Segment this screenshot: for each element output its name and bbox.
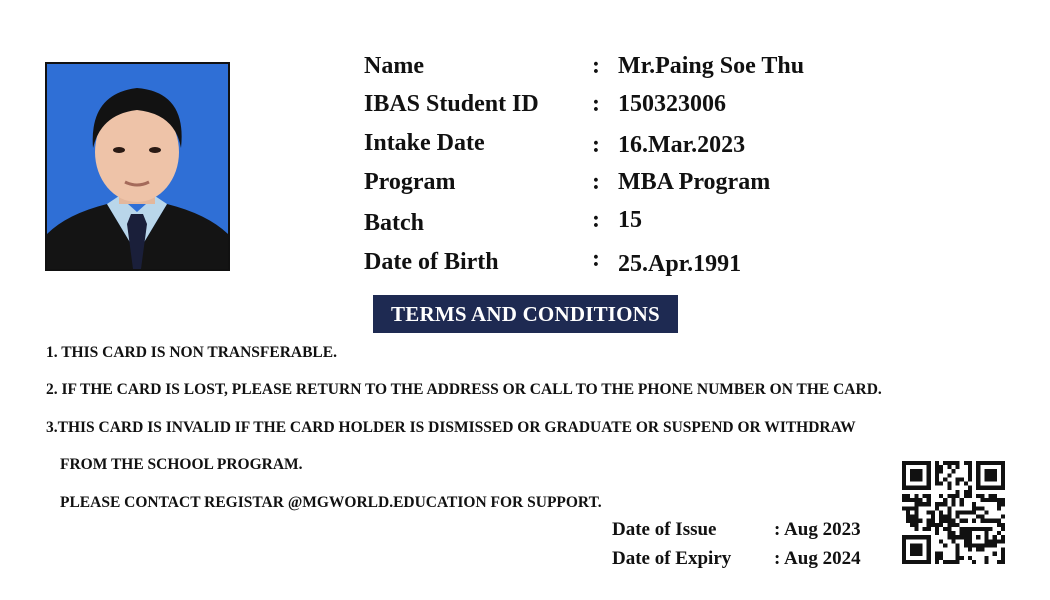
field-row-student-id bbox=[364, 87, 864, 121]
qr-code-icon bbox=[902, 461, 1005, 564]
date-of-expiry-label: Date of Expiry bbox=[612, 548, 732, 569]
field-colon: : bbox=[592, 91, 600, 117]
field-row-batch bbox=[364, 206, 864, 240]
term-item: 1. THIS CARD IS NON TRANSFERABLE. bbox=[46, 344, 337, 361]
field-label: Intake Date bbox=[364, 130, 485, 156]
field-colon: : bbox=[592, 132, 600, 158]
portrait-image bbox=[47, 64, 228, 269]
student-photo bbox=[45, 62, 230, 271]
terms-heading: TERMS AND CONDITIONS bbox=[373, 295, 678, 333]
field-label: Date of Birth bbox=[364, 249, 499, 275]
field-label: Program bbox=[364, 169, 456, 195]
date-of-expiry-row bbox=[612, 547, 892, 571]
field-row-program bbox=[364, 165, 864, 199]
date-of-issue-value: : Aug 2023 bbox=[774, 519, 861, 540]
field-value: 15 bbox=[618, 207, 642, 233]
term-item: 2. IF THE CARD IS LOST, PLEASE RETURN TO THE ADDRESS OR CALL TO THE PHONE NUMBER ON THE CARD. bbox=[46, 381, 882, 398]
field-row-intake-date bbox=[364, 126, 864, 160]
field-value: MBA Program bbox=[618, 169, 771, 195]
field-label: Batch bbox=[364, 210, 424, 236]
field-colon: : bbox=[592, 207, 600, 233]
field-value: Mr.Paing Soe Thu bbox=[618, 53, 805, 79]
field-colon: : bbox=[592, 53, 600, 79]
date-of-expiry-value: : Aug 2024 bbox=[774, 548, 861, 569]
field-value: 16.Mar.2023 bbox=[618, 132, 746, 158]
term-item: PLEASE CONTACT REGISTAR @MGWORLD.EDUCATION FOR SUPPORT. bbox=[60, 494, 602, 511]
term-item: 3.THIS CARD IS INVALID IF THE CARD HOLDER IS DISMISSED OR GRADUATE OR SUSPEND OR WITHDRAW bbox=[46, 419, 856, 436]
field-row-date-of-birth bbox=[364, 245, 864, 279]
field-colon: : bbox=[592, 246, 600, 272]
date-of-issue-label: Date of Issue bbox=[612, 519, 717, 540]
field-label: Name bbox=[364, 53, 424, 79]
field-value: 150323006 bbox=[618, 91, 726, 117]
field-row-name bbox=[364, 49, 864, 83]
field-label: IBAS Student ID bbox=[364, 91, 539, 117]
date-of-issue-row bbox=[612, 518, 892, 542]
field-value: 25.Apr.1991 bbox=[618, 251, 742, 277]
field-colon: : bbox=[592, 169, 600, 195]
term-item: FROM THE SCHOOL PROGRAM. bbox=[60, 456, 303, 473]
